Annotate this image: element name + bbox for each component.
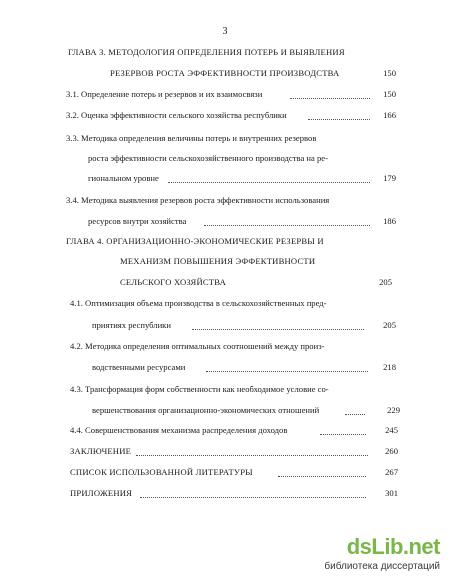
watermark-subtitle: библиотека диссертаций bbox=[324, 561, 440, 572]
toc-page-number: 245 bbox=[385, 425, 398, 435]
toc-conclusion: ЗАКЛЮЧЕНИЕ bbox=[70, 446, 132, 456]
toc-section-3-4-line1: 3.4. Методика выявления резервов роста эффективности использования bbox=[66, 195, 330, 205]
page-number: 3 bbox=[222, 26, 228, 37]
toc-section-4-1-line2: приятиях республики bbox=[92, 320, 171, 330]
toc-section-3-3-line3: гиональном уровне bbox=[88, 173, 159, 183]
toc-page-number: 205 bbox=[379, 277, 392, 287]
toc-leader-dots bbox=[136, 454, 368, 456]
toc-page-number: 260 bbox=[385, 446, 398, 456]
toc-leader-dots bbox=[168, 181, 370, 183]
toc-page-number: 229 bbox=[387, 405, 400, 415]
toc-leader-dots bbox=[320, 433, 366, 435]
toc-section-4-3-line1: 4.3. Трансформация форм собственности как необходимое условие со- bbox=[70, 384, 329, 394]
toc-section-4-3-line2: вершенствования организационно-экономических отношений bbox=[92, 405, 320, 415]
toc-page-number: 301 bbox=[385, 488, 398, 498]
toc-chapter-4-title-line1: ГЛАВА 4. ОРГАНИЗАЦИОННО-ЭКОНОМИЧЕСКИЕ РЕЗЕРВЫ И bbox=[66, 236, 324, 246]
toc-page-number: 267 bbox=[385, 467, 398, 477]
toc-section-4-2-line1: 4.2. Методика определения оптимальных соотношений между произ- bbox=[70, 341, 325, 351]
toc-section-4-1-line1: 4.1. Оптимизация объема производства в сельскохозяйственных пред- bbox=[70, 298, 327, 308]
toc-section-3-1: 3.1. Определение потерь и резервов и их взаимосвязи bbox=[66, 89, 263, 99]
toc-appendices: ПРИЛОЖЕНИЯ bbox=[70, 488, 133, 498]
toc-leader-dots bbox=[290, 97, 370, 99]
toc-section-3-3-line2: роста эффективности сельскохозяйственного производства на ре- bbox=[88, 153, 328, 163]
toc-page-number: 205 bbox=[383, 320, 396, 330]
toc-section-3-2: 3.2. Оценка эффективности сельского хозяйства республики bbox=[66, 110, 287, 120]
toc-page-number: 179 bbox=[383, 173, 396, 183]
toc-chapter-4-title-line2: МЕХАНИЗМ ПОВЫШЕНИЯ ЭФФЕКТИВНОСТИ bbox=[120, 256, 316, 266]
toc-chapter-3-title-line1: ГЛАВА 3. МЕТОДОЛОГИЯ ОПРЕДЕЛЕНИЯ ПОТЕРЬ И ВЫЯВЛЕНИЯ bbox=[68, 47, 345, 57]
toc-leader-dots bbox=[278, 475, 366, 477]
toc-leader-dots bbox=[140, 496, 366, 498]
toc-leader-dots bbox=[308, 118, 370, 120]
watermark-logo: dsLib.net bbox=[346, 534, 440, 559]
toc-page-number: 218 bbox=[383, 362, 396, 372]
toc-chapter-3-title-line2: РЕЗЕРВОВ РОСТА ЭФФЕКТИВНОСТИ ПРОИЗВОДСТВА bbox=[110, 68, 340, 78]
toc-leader-dots bbox=[345, 413, 365, 415]
toc-page-number: 150 bbox=[383, 89, 396, 99]
toc-bibliography: СПИСОК ИСПОЛЬЗОВАННОЙ ЛИТЕРАТУРЫ bbox=[70, 467, 253, 477]
toc-leader-dots bbox=[206, 370, 368, 372]
toc-page-number: 150 bbox=[383, 68, 396, 78]
toc-section-3-3-line1: 3.3. Методика определения величины потерь и внутренних резервов bbox=[66, 133, 317, 143]
toc-section-4-2-line2: водственными ресурсами bbox=[92, 362, 186, 372]
toc-page-number: 166 bbox=[383, 110, 396, 120]
toc-page-number: 186 bbox=[383, 216, 396, 226]
watermark bbox=[316, 534, 446, 578]
toc-leader-dots bbox=[204, 224, 370, 226]
toc-section-4-4: 4.4. Совершенствования механизма распределения доходов bbox=[70, 425, 288, 435]
toc-section-3-4-line2: ресурсов внутри хозяйства bbox=[88, 216, 187, 226]
toc-chapter-4-title-line3: СЕЛЬСКОГО ХОЗЯЙСТВА bbox=[120, 277, 227, 287]
toc-leader-dots bbox=[192, 328, 364, 330]
